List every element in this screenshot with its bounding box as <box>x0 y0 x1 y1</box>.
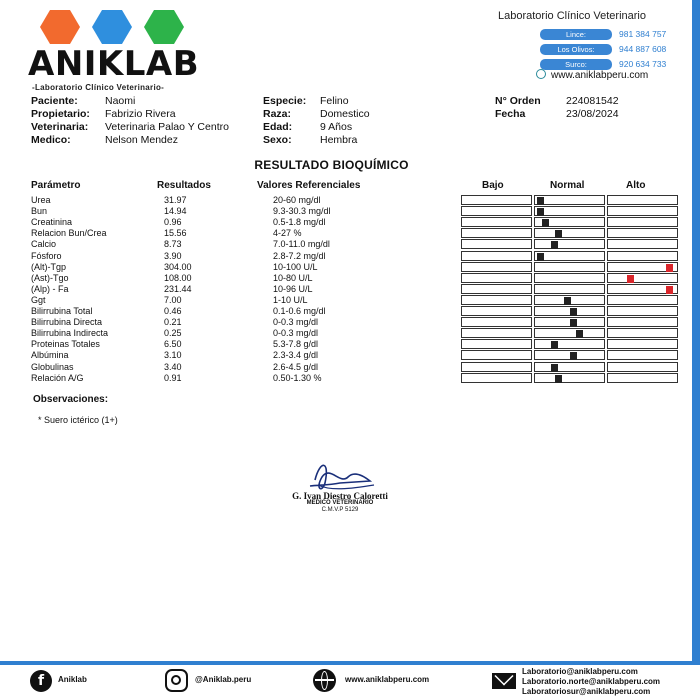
facebook-icon[interactable]: f <box>30 670 52 692</box>
edad-label: Edad: <box>263 121 293 133</box>
table-row <box>0 251 700 262</box>
parameter-name: Calcio <box>31 239 57 250</box>
range-box-normal <box>534 339 605 349</box>
range-box-normal <box>534 195 605 205</box>
parameter-reference: 2.6-4.5 g/dl <box>273 361 319 372</box>
range-box-alto <box>607 350 678 360</box>
range-box-alto <box>607 295 678 305</box>
parameter-reference: 0.1-0.6 mg/dl <box>273 306 326 316</box>
range-box-alto <box>607 328 678 338</box>
range-marker <box>551 241 558 249</box>
range-marker <box>570 308 577 316</box>
table-row <box>0 206 700 217</box>
col-bajo: Bajo <box>482 180 504 191</box>
footer-email-1[interactable]: Laboratorio@aniklabperu.com <box>522 667 638 676</box>
range-box-normal <box>534 284 605 294</box>
range-marker <box>564 297 571 305</box>
table-row <box>0 339 700 350</box>
medico-label: Medico: <box>31 134 71 146</box>
parameter-result: 0.21 <box>164 317 182 328</box>
parameter-result: 0.46 <box>164 306 182 316</box>
table-row <box>0 306 700 317</box>
range-box-alto <box>607 273 678 283</box>
range-marker <box>551 341 558 349</box>
observations-title: Observaciones: <box>33 394 109 405</box>
parameter-reference: 10-100 U/L <box>273 261 318 272</box>
raza-label: Raza: <box>263 108 292 120</box>
parameter-reference: 9.3-30.3 mg/dl <box>273 206 331 217</box>
parameter-result: 14.94 <box>164 206 187 217</box>
parameter-name: Creatinina <box>31 217 73 228</box>
signature-icon <box>270 455 400 515</box>
parameter-name: Urea <box>31 195 51 205</box>
parameter-reference: 2.8-7.2 mg/dl <box>273 250 326 261</box>
fecha-value: 23/08/2024 <box>566 108 619 120</box>
range-box-alto <box>607 239 678 249</box>
range-box-alto <box>607 339 678 349</box>
footer-website[interactable]: www.aniklabperu.com <box>345 675 430 684</box>
parameter-result: 7.00 <box>164 294 182 305</box>
table-row <box>0 350 700 361</box>
range-marker <box>542 219 549 227</box>
range-box-alto <box>607 217 678 227</box>
range-box-bajo <box>461 195 532 205</box>
signature-role: MEDICO VETERINARIO <box>306 500 374 506</box>
raza-value: Domestico <box>320 108 370 120</box>
header-website-text: www.aniklabperu.com <box>551 70 649 81</box>
range-box-alto <box>607 206 678 216</box>
range-box-normal <box>534 239 605 249</box>
parameter-reference: 1-10 U/L <box>273 294 308 305</box>
report-title: RESULTADO BIOQUÍMICO <box>254 158 409 172</box>
range-box-alto <box>607 262 678 272</box>
range-marker <box>537 208 544 216</box>
range-marker <box>537 253 544 261</box>
range-box-normal <box>534 273 605 283</box>
branch-lince-phone: 981 384 757 <box>619 29 667 39</box>
range-box-normal <box>534 262 605 272</box>
orden-label: N° Orden <box>495 95 541 107</box>
parameter-name: Fósforo <box>31 250 62 261</box>
branch-losolivos-phone: 944 887 608 <box>619 44 667 54</box>
range-box-alto <box>607 317 678 327</box>
signature-code: C.M.V.P 5129 <box>321 507 359 513</box>
range-marker <box>666 286 673 294</box>
table-row <box>0 373 700 384</box>
table-row <box>0 362 700 373</box>
range-box-normal <box>534 228 605 238</box>
parameter-result: 8.73 <box>164 239 182 250</box>
sexo-label: Sexo: <box>263 134 292 146</box>
range-box-bajo <box>461 328 532 338</box>
footer-instagram[interactable]: @Aniklab.peru <box>195 675 252 684</box>
table-row <box>0 328 700 339</box>
range-box-alto <box>607 362 678 372</box>
fecha-label: Fecha <box>495 108 526 120</box>
orden-value: 224081542 <box>566 95 619 107</box>
col-normal: Normal <box>550 180 585 191</box>
footer-divider <box>0 661 700 665</box>
range-box-alto <box>607 251 678 261</box>
range-box-bajo <box>461 295 532 305</box>
parameter-name: Bilirrubina Directa <box>31 317 103 328</box>
observations-text: * Suero ictérico (1+) <box>38 415 118 425</box>
logo-wordmark: ANIKLAB <box>28 44 200 84</box>
parameter-name: Bilirrubina Total <box>31 306 93 316</box>
parameter-reference: 10-96 U/L <box>273 283 313 294</box>
parameter-name: Ggt <box>31 294 46 305</box>
parameter-result: 3.40 <box>164 361 182 372</box>
range-box-bajo <box>461 284 532 294</box>
parameter-name: Bilirrubina Indirecta <box>31 328 109 339</box>
parameter-reference: 0.50-1.30 % <box>273 372 322 383</box>
range-box-normal <box>534 350 605 360</box>
range-marker <box>576 330 583 338</box>
globe-icon <box>536 69 546 79</box>
range-box-normal <box>534 217 605 227</box>
range-marker <box>570 352 577 360</box>
range-box-bajo <box>461 273 532 283</box>
parameter-result: 0.96 <box>164 217 182 228</box>
range-box-bajo <box>461 217 532 227</box>
range-box-bajo <box>461 262 532 272</box>
parameter-reference: 2.3-3.4 g/dl <box>273 350 319 361</box>
range-box-bajo <box>461 373 532 383</box>
instagram-icon[interactable] <box>165 669 188 692</box>
range-box-bajo <box>461 317 532 327</box>
range-marker <box>570 319 577 327</box>
table-row <box>0 273 700 284</box>
range-marker <box>551 364 558 372</box>
signature-name: G. Ivan Diestro Caloretti <box>292 491 388 501</box>
parameter-result: 108.00 <box>164 272 192 283</box>
range-box-normal <box>534 362 605 372</box>
range-box-bajo <box>461 251 532 261</box>
range-marker <box>537 197 544 205</box>
parameter-name: (Alp) - Fa <box>31 283 69 294</box>
parameter-result: 304.00 <box>164 261 192 272</box>
parameter-reference: 0.5-1.8 mg/dl <box>273 217 326 228</box>
table-row <box>0 295 700 306</box>
col-parametro: Parámetro <box>31 180 81 191</box>
especie-label: Especie: <box>263 95 307 107</box>
parameter-name: Proteinas Totales <box>31 339 100 350</box>
paciente-label: Paciente: <box>31 95 78 107</box>
col-resultados: Resultados <box>157 180 211 191</box>
globe-icon[interactable] <box>313 669 336 692</box>
parameter-result: 31.97 <box>164 195 187 205</box>
branch-surco-phone: 920 634 733 <box>619 59 667 69</box>
table-row <box>0 239 700 250</box>
range-marker <box>666 264 673 272</box>
veterinaria-value: Veterinaria Palao Y Centro <box>105 121 229 133</box>
parameter-reference: 20-60 mg/dl <box>273 195 321 205</box>
table-row <box>0 217 700 228</box>
range-box-bajo <box>461 206 532 216</box>
parameter-result: 15.56 <box>164 228 187 239</box>
range-box-normal <box>534 317 605 327</box>
range-marker <box>627 275 634 283</box>
table-row <box>0 317 700 328</box>
range-marker <box>555 375 562 383</box>
table-row <box>0 262 700 273</box>
parameter-reference: 10-80 U/L <box>273 272 313 283</box>
parameter-name: Relación A/G <box>31 372 84 383</box>
range-box-normal <box>534 306 605 316</box>
range-marker <box>555 230 562 238</box>
parameter-result: 231.44 <box>164 283 192 294</box>
range-box-bajo <box>461 239 532 249</box>
range-box-normal <box>534 251 605 261</box>
propietario-label: Propietario: <box>31 108 90 120</box>
range-box-alto <box>607 306 678 316</box>
footer-email-2[interactable]: Laboratorio.norte@aniklabperu.com <box>522 677 661 686</box>
parameter-name: (Alt)-Tgp <box>31 261 67 272</box>
veterinaria-label: Veterinaria: <box>31 121 89 133</box>
propietario-value: Fabrizio Rivera <box>105 108 176 120</box>
range-box-alto <box>607 228 678 238</box>
range-box-alto <box>607 195 678 205</box>
parameter-result: 6.50 <box>164 339 182 350</box>
col-alto: Alto <box>626 180 646 191</box>
footer-facebook[interactable]: Aniklab <box>58 675 87 684</box>
range-box-alto <box>607 373 678 383</box>
parameter-reference: 0-0.3 mg/dl <box>273 317 319 328</box>
lab-title: Laboratorio Clínico Veterinario <box>498 10 646 22</box>
parameter-result: 3.10 <box>164 350 182 361</box>
mail-icon <box>492 673 516 689</box>
parameter-result: 0.25 <box>164 328 182 339</box>
range-box-bajo <box>461 339 532 349</box>
footer-email-3[interactable]: Laboratoriosur@aniklabperu.com <box>522 687 651 696</box>
range-box-bajo <box>461 228 532 238</box>
parameter-name: Globulinas <box>31 361 74 372</box>
parameter-result: 3.90 <box>164 250 182 261</box>
parameter-name: (Ast)-Tgo <box>31 272 69 283</box>
edad-value: 9 Años <box>320 121 353 133</box>
sexo-value: Hembra <box>320 134 358 146</box>
parameter-reference: 5.3-7.8 g/dl <box>273 339 319 350</box>
range-box-normal <box>534 295 605 305</box>
parameter-reference: 7.0-11.0 mg/dl <box>273 239 330 250</box>
medico-value: Nelson Mendez <box>105 134 178 146</box>
header-website <box>536 69 648 81</box>
range-box-alto <box>607 284 678 294</box>
range-box-bajo <box>461 350 532 360</box>
parameter-reference: 4-27 % <box>273 228 302 239</box>
range-box-bajo <box>461 306 532 316</box>
branch-surco-badge: Surco: <box>540 59 612 70</box>
table-row <box>0 284 700 295</box>
range-box-normal <box>534 206 605 216</box>
range-box-normal <box>534 328 605 338</box>
right-accent-bar <box>692 0 700 664</box>
parameter-name: Bun <box>31 206 48 217</box>
parameter-name: Albúmina <box>31 350 69 361</box>
table-row <box>0 228 700 239</box>
range-box-normal <box>534 373 605 383</box>
parameter-name: Relacion Bun/Crea <box>31 228 107 239</box>
col-referencia: Valores Referenciales <box>257 180 361 191</box>
paciente-value: Naomi <box>105 95 136 107</box>
parameter-result: 0.91 <box>164 372 182 383</box>
aniklab-logo <box>28 10 198 90</box>
especie-value: Felino <box>320 95 349 107</box>
table-row <box>0 195 700 206</box>
branch-losolivos-badge: Los Olivos: <box>540 44 612 55</box>
branch-lince-badge: Lince: <box>540 29 612 40</box>
parameter-reference: 0-0.3 mg/dl <box>273 328 319 339</box>
logo-subtitle: -Laboratorio Clínico Veterinario- <box>32 83 165 92</box>
range-box-bajo <box>461 362 532 372</box>
